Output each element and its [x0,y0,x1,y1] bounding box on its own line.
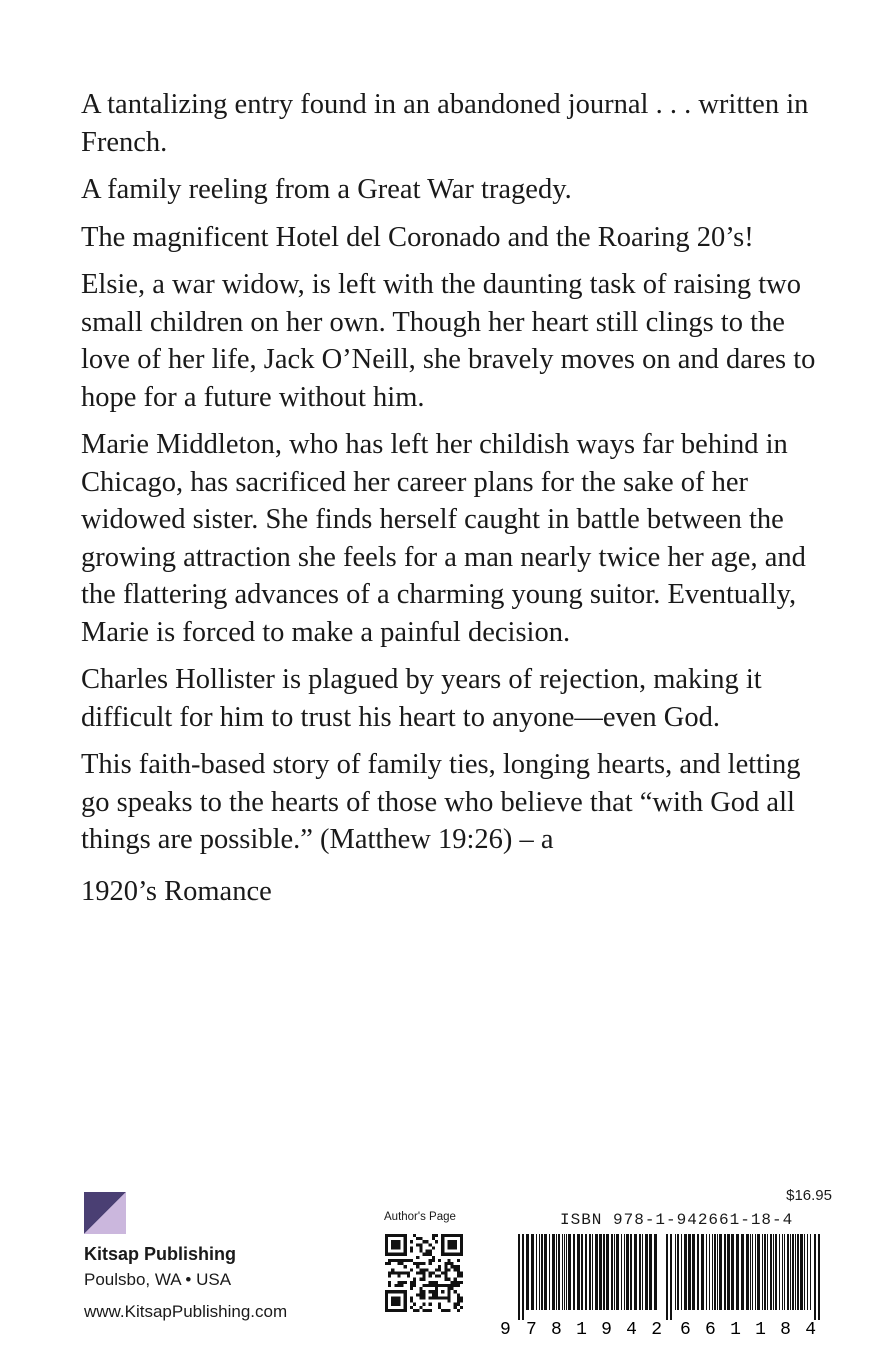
blurb-paragraph: Charles Hollister is plagued by years of rejection, making it difficult for him to trust his heart to anyone—even God. [81,664,762,733]
isbn-label: ISBN 978-1-942661-18-4 [560,1211,794,1229]
isbn-barcode [498,1234,832,1340]
price-label: $16.95 [786,1187,832,1204]
barcode-digits-left: 781942 [526,1320,662,1340]
blurb-paragraph: 1920’s Romance [81,875,272,907]
barcode-digit-prefix: 9 [500,1320,511,1340]
publisher-name: Kitsap Publishing [84,1244,237,1264]
qr-code-icon [385,1234,463,1312]
barcode-bars [518,1234,820,1320]
blurb-paragraph: A family reeling from a Great War tragedy. [81,174,572,205]
barcode-digits-right: 661184 [680,1320,816,1340]
blurb-paragraph: Elsie, a war widow, is left with the daunting task of raising two small children on her own. Though her heart still clings to the love of her life, Jack O’Neill, she bravely moves on and dares to hope for a future without him. [81,269,816,413]
publisher-location: Poulsbo, WA • USA [84,1270,232,1289]
blurb-paragraph: A tantalizing entry found in an abandoned journal . . . written in French. [81,89,809,158]
publisher-url: www.KitsapPublishing.com [84,1302,288,1321]
qr-label: Author's Page [384,1211,456,1223]
blurb-paragraph: Marie Middleton, who has left her childish ways far behind in Chicago, has sacrificed her career plans for the sake of her widowed sister. She finds herself caught in battle between the growing attraction she feels for a man nearly twice her age, and the flattering advances of a charming young suitor. Eventually, Marie is forced to make a painful decision. [81,429,806,648]
blurb-paragraph: This faith-based story of family ties, longing hearts, and letting go speaks to the hearts of those who believe that “with God all things are possible.” (Matthew 19:26) – a [81,749,801,855]
blurb-paragraph: The magnificent Hotel del Coronado and the Roaring 20’s! [81,221,754,253]
back-cover-blurb [81,86,821,920]
publisher-logo-icon [84,1192,126,1234]
